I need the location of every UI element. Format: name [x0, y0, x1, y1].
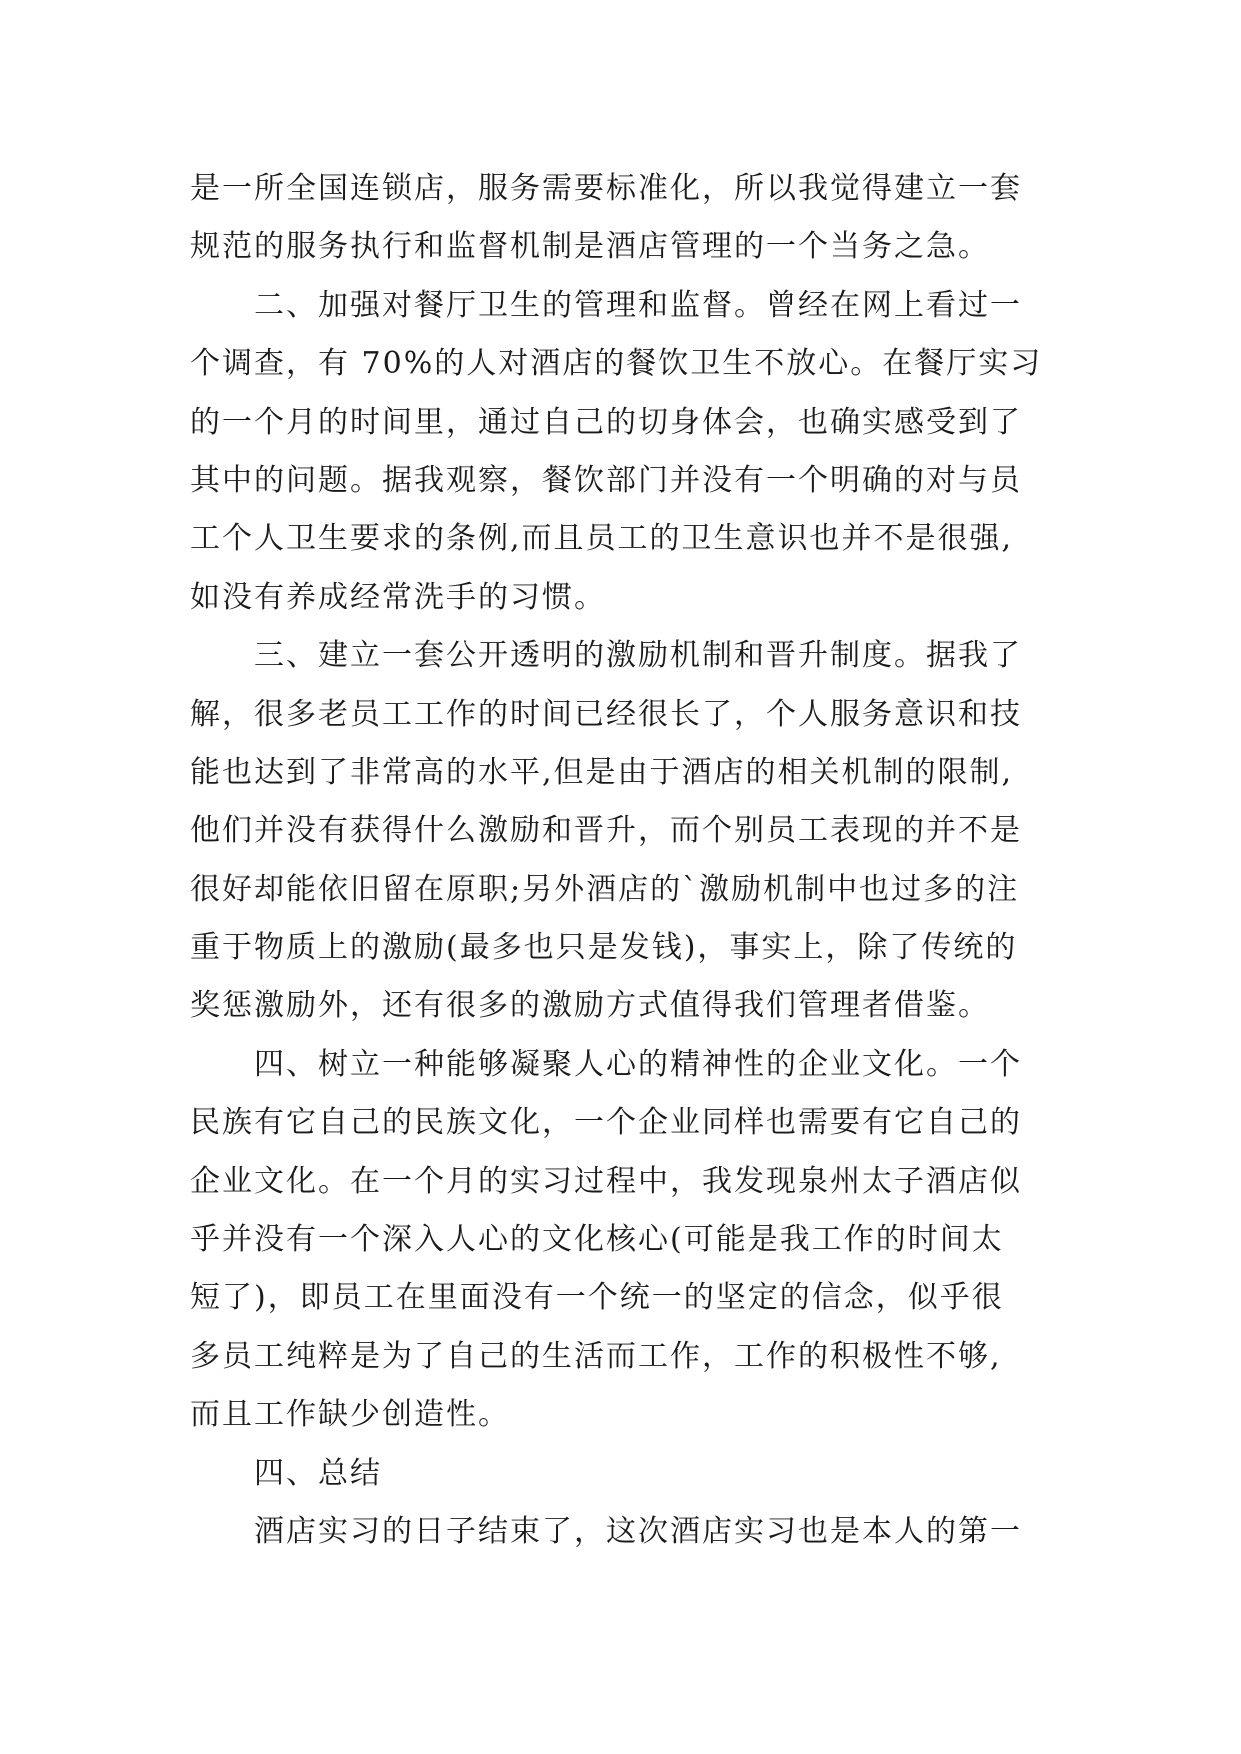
paragraph-start-line: 四、树立一种能够凝聚人心的精神性的企业文化。一个 — [254, 1046, 1022, 1082]
text-line: 是一所全国连锁店，服务需要标准化，所以我觉得建立一套 — [190, 171, 1022, 206]
text-line: 他们并没有获得什么激励和晋升，而个别员工表现的并不是 — [190, 813, 1022, 849]
text-line: 乎并没有一个深入人心的文化核心(可能是我工作的时间太 — [190, 1222, 1004, 1258]
section-heading: 四、总结 — [254, 1455, 382, 1491]
text-line: 企业文化。在一个月的实习过程中，我发现泉州太子酒店似 — [190, 1163, 1022, 1199]
text-line: 民族有它自己的民族文化，一个企业同样也需要有它自己的 — [190, 1105, 1022, 1141]
text-line: 而且工作缺少创造性。 — [190, 1397, 510, 1433]
text-line: 奖惩激励外，还有很多的激励方式值得我们管理者借鉴。 — [190, 988, 990, 1024]
paragraph-start-line: 二、加强对餐厅卫生的管理和监督。曾经在网上看过一 — [254, 287, 1022, 323]
text-line: 很好却能依旧留在原职;另外酒店的`激励机制中也过多的注 — [190, 871, 1020, 907]
text-line: 重于物质上的激励(最多也只是发钱)，事实上，除了传统的 — [190, 930, 1018, 966]
text-line: 如没有养成经常洗手的习惯。 — [190, 579, 606, 615]
text-line: 解，很多老员工工作的时间已经很长了，个人服务意识和技 — [190, 696, 1022, 732]
text-line: 多员工纯粹是为了自己的生活而工作，工作的积极性不够, — [190, 1338, 1002, 1374]
text-line: 短了)，即员工在里面没有一个统一的坚定的信念，似乎很 — [190, 1280, 1004, 1316]
text-line: 的一个月的时间里，通过自己的切身体会，也确实感受到了 — [190, 404, 1022, 440]
body-text — [190, 160, 1060, 1561]
text-line: 能也达到了非常高的水平,但是由于酒店的相关机制的限制, — [190, 754, 1014, 790]
text-line: 个调查，有 70%的人对酒店的餐饮卫生不放心。在餐厅实习 — [190, 346, 1043, 382]
paragraph-start-line: 三、建立一套公开透明的激励机制和晋升制度。据我了 — [254, 638, 1022, 674]
text-line: 其中的问题。据我观察，餐饮部门并没有一个明确的对与员 — [190, 462, 1022, 498]
text-line: 规范的服务执行和监督机制是酒店管理的一个当务之急。 — [190, 229, 990, 265]
paragraph-start-line: 酒店实习的日子结束了，这次酒店实习也是本人的第一 — [254, 1513, 1022, 1549]
text-line: 工个人卫生要求的条例,而且员工的卫生意识也并不是很强, — [190, 521, 1014, 557]
